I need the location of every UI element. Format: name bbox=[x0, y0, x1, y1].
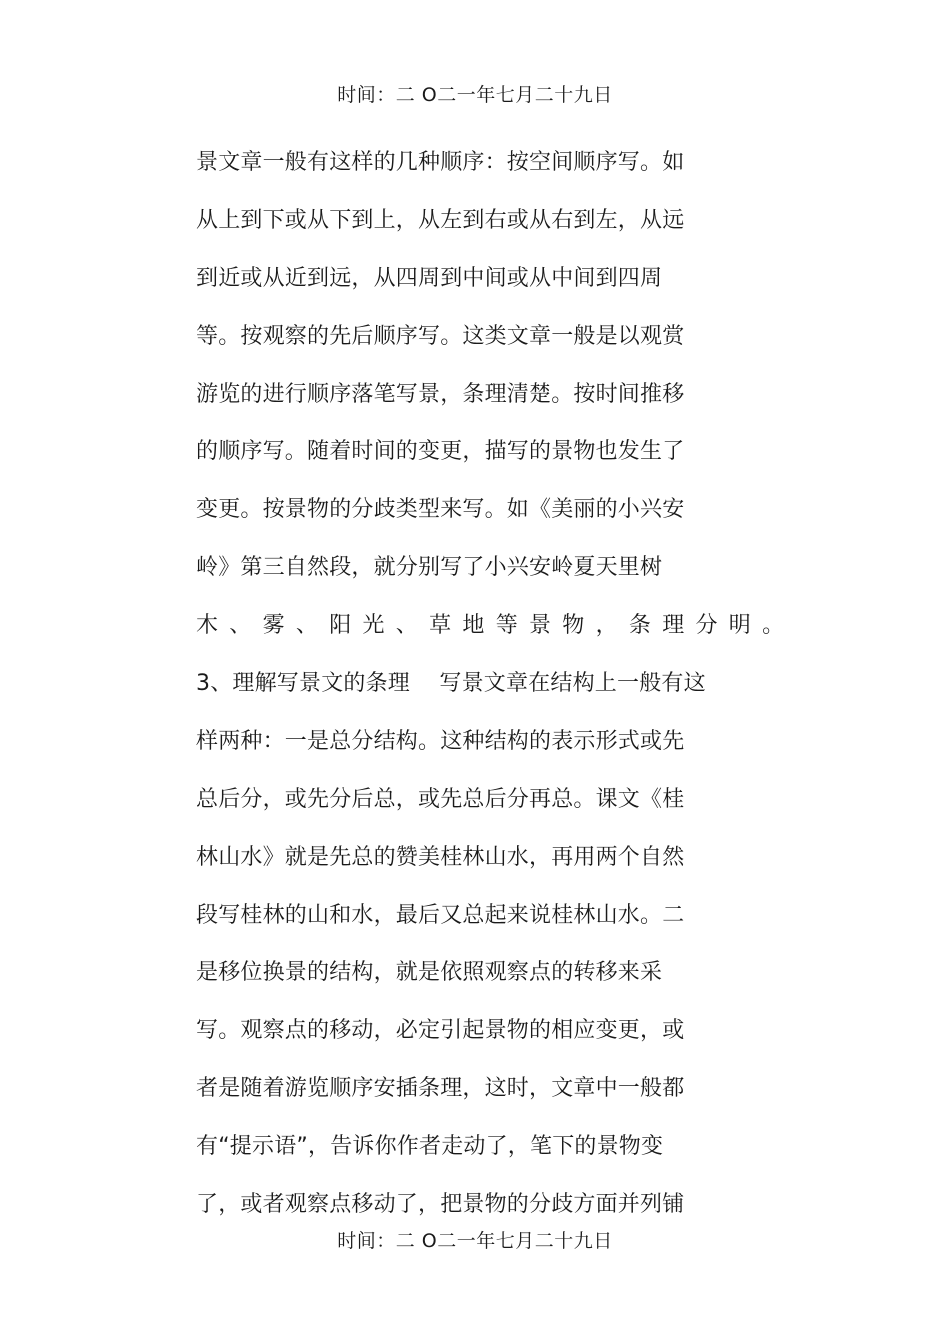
text-line: 段写桂林的山和水，最后又总起来说桂林山水。二 bbox=[196, 902, 685, 928]
text-line: 从上到下或从下到上，从左到右或从右到左，从远 bbox=[196, 207, 685, 233]
body-text bbox=[196, 148, 796, 1248]
text-line: 景文章一般有这样的几种顺序：按空间顺序写。如 bbox=[196, 150, 685, 175]
text-line: 岭》第三自然段，就分别写了小兴安岭夏天里树 bbox=[196, 555, 663, 581]
text-line: 有“提示语”，告诉你作者走动了，笔下的景物变 bbox=[196, 1134, 664, 1160]
text-line: 变更。按景物的分歧类型来写。如《美丽的小兴安 bbox=[196, 497, 685, 523]
text-line: 的顺序写。随着时间的变更，描写的景物也发生了 bbox=[196, 439, 685, 465]
text-line: 等。按观察的先后顺序写。这类文章一般是以观赏 bbox=[196, 323, 685, 349]
text-line: 者是随着游览顺序安插条理，这时，文章中一般都 bbox=[196, 1076, 685, 1102]
text-line: 木、雾、阳光、草地等景物，条理分明。 bbox=[196, 613, 796, 639]
text-line: 是移位换景的结构，就是依照观察点的转移来采 bbox=[196, 960, 663, 986]
text-line: 林山水》就是先总的赞美桂林山水，再用两个自然 bbox=[196, 844, 685, 870]
text-line: 写。观察点的移动，必定引起景物的相应变更，或 bbox=[196, 1018, 685, 1044]
text-line: 了，或者观察点移动了，把景物的分歧方面并列铺 bbox=[196, 1192, 685, 1218]
text-line: 3、理解写景文的条理 写景文章在结构上一般有这 bbox=[196, 671, 706, 697]
text-line: 样两种：一是总分结构。这种结构的表示形式或先 bbox=[196, 728, 685, 754]
page-footer: 时间：二 O二一年七月二十九日 bbox=[337, 1230, 613, 1252]
text-line: 游览的进行顺序落笔写景，条理清楚。按时间推移 bbox=[196, 381, 685, 407]
text-line: 总后分，或先分后总，或先总后分再总。课文《桂 bbox=[196, 786, 685, 812]
text-line: 到近或从近到远，从四周到中间或从中间到四周 bbox=[196, 265, 663, 291]
page-header: 时间：二 O二一年七月二十九日 bbox=[337, 84, 613, 106]
